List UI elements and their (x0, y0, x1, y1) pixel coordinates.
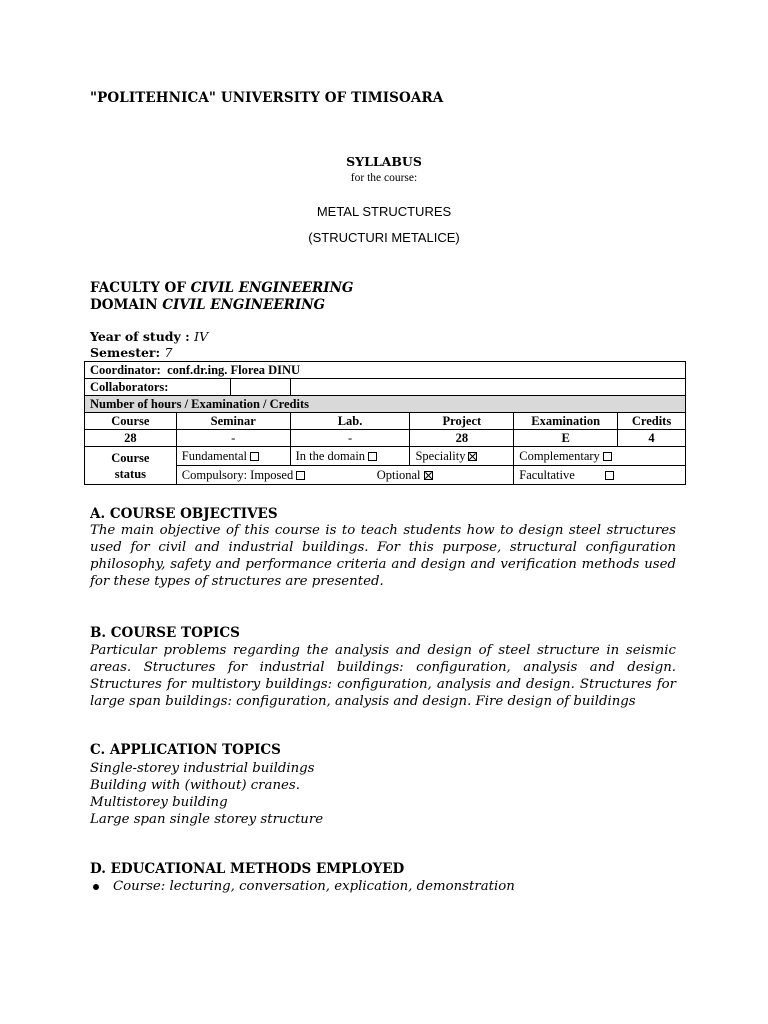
hours-header: Number of hours / Examination / Credits (85, 396, 686, 413)
val-credits: 4 (618, 430, 686, 447)
complementary-option (514, 447, 686, 466)
course-name: METAL STRUCTURES (316, 204, 452, 219)
compulsory-optional-cell (176, 466, 513, 485)
collaborators-value (290, 379, 685, 396)
val-lab: - (290, 430, 410, 447)
domain-value: CIVIL ENGINEERING (162, 297, 326, 313)
section-a-text: The main objective of this course is to teach students how to design steel structures used for civil and industrial buildings. For this purpose, structural configuration philosophy, safety and performance criteria and design and verification methods used for these types of structures are presented. (90, 523, 676, 589)
semester-line (90, 345, 172, 360)
faculty-line (90, 280, 353, 296)
fundamental-option (176, 447, 290, 466)
col-credits: Credits (618, 413, 686, 430)
coordinator-row (85, 362, 686, 379)
section-b-title: B. COURSE TOPICS (90, 625, 240, 641)
optional-group (377, 467, 433, 483)
application-topic: Large span single storey structure (90, 812, 324, 827)
fundamental-checkbox[interactable] (250, 452, 259, 461)
coordinator-value: conf.dr.ing. Florea DINU (167, 363, 301, 377)
speciality-checkbox-checked[interactable] (468, 452, 477, 461)
col-course: Course (85, 413, 177, 430)
faculty-label: FACULTY OF (90, 280, 191, 296)
section-d-title: D. EDUCATIONAL METHODS EMPLOYED (90, 861, 405, 877)
col-project: Project (410, 413, 514, 430)
domain-line (90, 297, 325, 313)
in-domain-label: In the domain (295, 449, 366, 463)
compulsory-checkbox[interactable] (296, 471, 305, 480)
in-domain-option (290, 447, 410, 466)
col-lab: Lab. (290, 413, 410, 430)
facultative-option (514, 466, 686, 485)
facultative-label: Facultative (519, 468, 575, 482)
section-c-title: C. APPLICATION TOPICS (90, 742, 281, 758)
course-name-romanian: (STRUCTURI METALICE) (308, 230, 460, 245)
facultative-checkbox[interactable] (605, 471, 614, 480)
val-course: 28 (85, 430, 177, 447)
complementary-label: Complementary (519, 449, 600, 463)
hours-values (85, 430, 686, 447)
hours-column-headers (85, 413, 686, 430)
section-c-list (90, 760, 323, 828)
compulsory-label: Compulsory: Imposed (181, 468, 294, 482)
application-topic: Multistorey building (90, 795, 228, 810)
fundamental-label: Fundamental (181, 449, 248, 463)
year-line (90, 329, 208, 344)
collaborators-label: Collaborators: (90, 380, 169, 394)
optional-checkbox-checked[interactable] (424, 471, 433, 480)
method-list-item (113, 879, 515, 894)
val-project: 28 (410, 430, 514, 447)
val-seminar: - (176, 430, 290, 447)
section-b-text: Particular problems regarding the analysis and design of steel structure in seismic areas. Structures for industrial buildings: configuration, analysis and design. Structures for multistory buildings: configuration, analysis and design. Structures for large span buildings: configuration, analysis and design. Fire design of buildings (90, 643, 676, 709)
syllabus-title: SYLLABUS (346, 154, 422, 169)
for-course-label: for the course: (350, 172, 418, 184)
section-a-title: A. COURSE OBJECTIVES (90, 506, 278, 522)
university-name: "POLITEHNICA" UNIVERSITY OF TIMISOARA (90, 90, 444, 106)
collaborators-cell (85, 379, 291, 396)
col-examination: Examination (514, 413, 618, 430)
faculty-value: CIVIL ENGINEERING (190, 280, 354, 296)
status-label-line-1: Course (111, 450, 150, 465)
course-status-label (85, 447, 177, 485)
bullet-icon (93, 884, 99, 890)
speciality-option (410, 447, 514, 466)
optional-label: Optional (376, 468, 421, 482)
in-domain-checkbox[interactable] (368, 452, 377, 461)
col-seminar: Seminar (176, 413, 290, 430)
method-text: Course: lecturing, conversation, explication, demonstration (113, 879, 515, 894)
val-examination: E (514, 430, 618, 447)
course-info-table (84, 361, 686, 485)
semester-value: 7 (164, 345, 173, 360)
application-topic: Building with (without) cranes. (90, 778, 300, 793)
complementary-checkbox[interactable] (603, 452, 612, 461)
application-topic: Single-storey industrial buildings (90, 761, 315, 776)
year-label: Year of study : (90, 329, 195, 344)
domain-label: DOMAIN (90, 297, 163, 313)
speciality-label: Speciality (415, 449, 466, 463)
year-value: IV (194, 329, 209, 344)
status-label-line-2: status (114, 466, 147, 481)
coordinator-label: Coordinator: (90, 363, 161, 377)
semester-label: Semester: (90, 345, 165, 360)
